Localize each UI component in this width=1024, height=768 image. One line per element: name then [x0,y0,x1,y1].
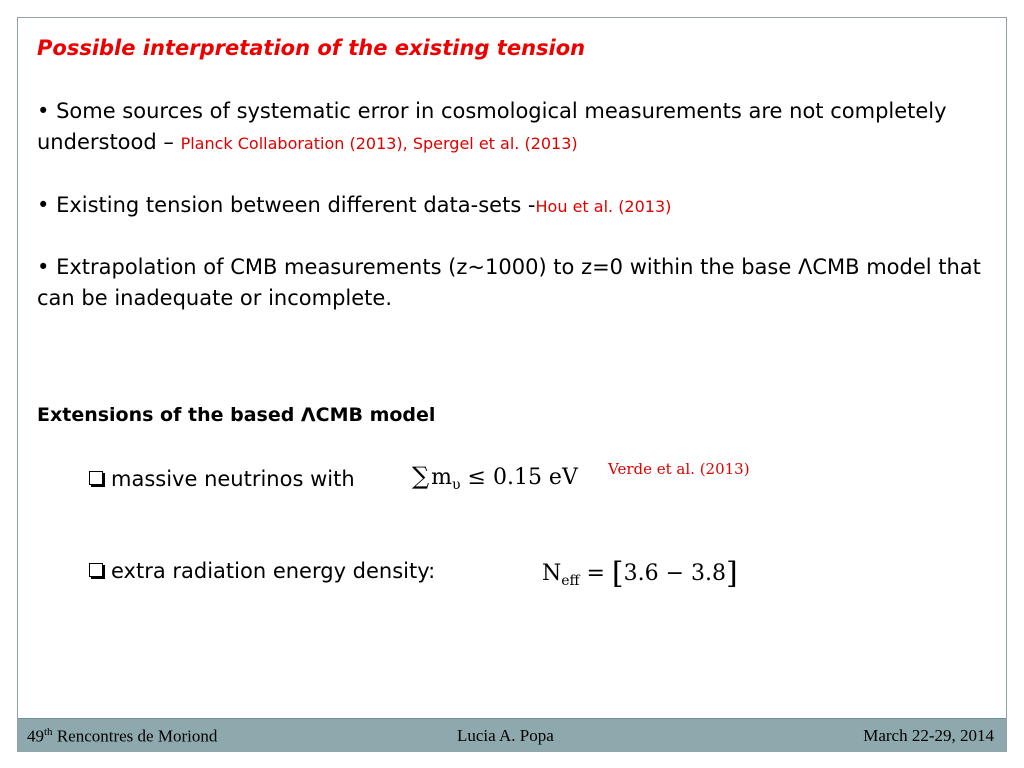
extensions-heading: Extensions of the based ΛCMB model [37,404,436,426]
bullet-marker: • [37,193,50,217]
formula-subscript: υ [452,477,461,493]
sum-symbol: ∑ [412,462,430,490]
item-label: extra radiation energy density: [111,559,436,583]
neutrino-mass-formula [412,462,578,493]
formula-m: m [431,465,453,490]
bullet-text: Some sources of systematic error in cosmological measurements are not completely understood – [37,99,947,154]
formula-range: 3.6 − 3.8 [623,561,727,586]
right-bracket: ] [726,556,738,591]
item-label: massive neutrinos with [111,467,355,491]
citation-hou: Hou et al. (2013) [535,197,672,216]
formula-equals: = [579,561,612,586]
checkbox-bullet-icon [89,471,103,485]
footer-event [27,726,217,747]
event-suffix: th [44,726,53,738]
bullet-text: Existing tension between different data-sets - [49,193,536,217]
list-item-massive-neutrinos [89,467,355,491]
neff-formula [542,556,738,591]
bullet-marker: • [37,99,50,123]
event-number: 49 [27,726,44,746]
list-item-extra-radiation [89,559,435,583]
bullet-marker: • [37,255,50,279]
slide-frame [17,17,1007,752]
citation-planck-spergel: Planck Collaboration (2013), Spergel et al. (2013) [180,134,578,153]
slide-footer [18,718,1006,752]
left-bracket: [ [611,556,624,591]
footer-author: Lucia A. Popa [457,726,554,745]
bullet-systematic-error [37,96,987,159]
bullet-cmb-extrapolation [37,252,987,314]
bullet-text: Extrapolation of CMB measurements (z~1000) to z=0 within the base ΛCMB model that can be inadequate or incomplete. [37,255,981,310]
formula-bound: ≤ 0.15 eV [460,465,578,490]
formula-n: N [542,561,562,586]
citation-verde: Verde et al. (2013) [608,460,750,478]
event-name: Rencontres de Moriond [52,726,218,746]
slide-title: Possible interpretation of the existing tension [37,36,586,60]
bullet-data-set-tension [37,190,987,222]
footer-date: March 22-29, 2014 [863,726,994,745]
formula-subscript: eff [561,573,580,589]
checkbox-bullet-icon [89,563,103,577]
